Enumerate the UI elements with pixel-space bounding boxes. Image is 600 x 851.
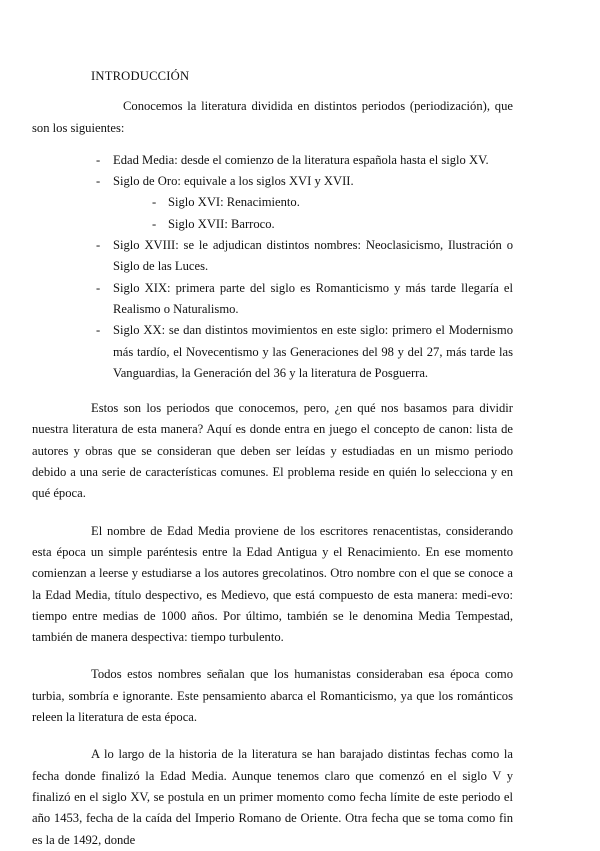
body-paragraph: El nombre de Edad Media proviene de los escritores renacentistas, considerando esta época un simple paréntesis entre la Edad Antigua y el Renacimiento. En ese momento comienzan a leerse y estudiarse a los autores grecolatinos. Otro nombre con el que se conoce a la Edad Media, título despectivo, es Medievo, que está compuesto de esta manera: medi-evo: tiempo entre medias de 1000 años. Por último, también se le denomina Media Tempestad, también de manera despectiva: tiempo turbulento. [32, 523, 513, 645]
sub-list [113, 192, 513, 235]
body-paragraph: Estos son los periodos que conocemos, pero, ¿en qué nos basamos para dividir nuestra literatura de esta manera? Aquí es donde entra en juego el concepto de canon: lista de autores y obras que se consideran que deben ser leídas y estudiadas en un mismo periodo debido a una serie de características comunes. El problema reside en quién lo selecciona y en qué época. [32, 401, 513, 501]
list-item-text: Siglo de Oro: equivale a los siglos XVI y XVII. [113, 174, 354, 189]
intro-text: Conocemos la literatura dividida en distintos periodos (periodización), que son los siguientes: [32, 99, 513, 135]
list-item [91, 171, 513, 235]
sub-list-item: - Siglo XVI: Renacimiento. [113, 192, 513, 213]
list-item: - Siglo XX: se dan distintos movimientos en este siglo: primero el Modernismo más tardío, el Novecentismo y las Generaciones del 98 y del 27, más tarde las Vanguardias, la Generación del 36 y la literatura de Posguerra. [91, 320, 513, 384]
sub-list-item: - Siglo XVII: Barroco. [113, 214, 513, 235]
list-item: - Siglo XVIII: se le adjudican distintos nombres: Neoclasicismo, Ilustración o Siglo de las Luces. [91, 235, 513, 278]
body-paragraph: Todos estos nombres señalan que los humanistas consideraban esa época como turbia, sombría e ignorante. Este pensamiento abarca el Romanticismo, ya que los románticos releen la literatura de esta época. [32, 667, 513, 725]
section-heading: INTRODUCCIÓN [91, 69, 190, 83]
list-item: - Edad Media: desde el comienzo de la literatura española hasta el siglo XV. [91, 150, 513, 171]
period-list [91, 150, 513, 384]
intro-paragraph [32, 96, 513, 139]
list-item: - Siglo XIX: primera parte del siglo es Romanticismo y más tarde llegaría el Realismo o Naturalismo. [91, 278, 513, 321]
body-paragraph: A lo largo de la historia de la literatura se han barajado distintas fechas como la fecha donde finalizó la Edad Media. Aunque tenemos claro que comenzó en el siglo V y finalizó en el siglo XV, se postula en un primer momento como fecha límite de este periodo el año 1453, fecha de la caída del Imperio Romano de Oriente. Otra fecha que se toma como fin es la de 1492, donde [32, 747, 513, 847]
